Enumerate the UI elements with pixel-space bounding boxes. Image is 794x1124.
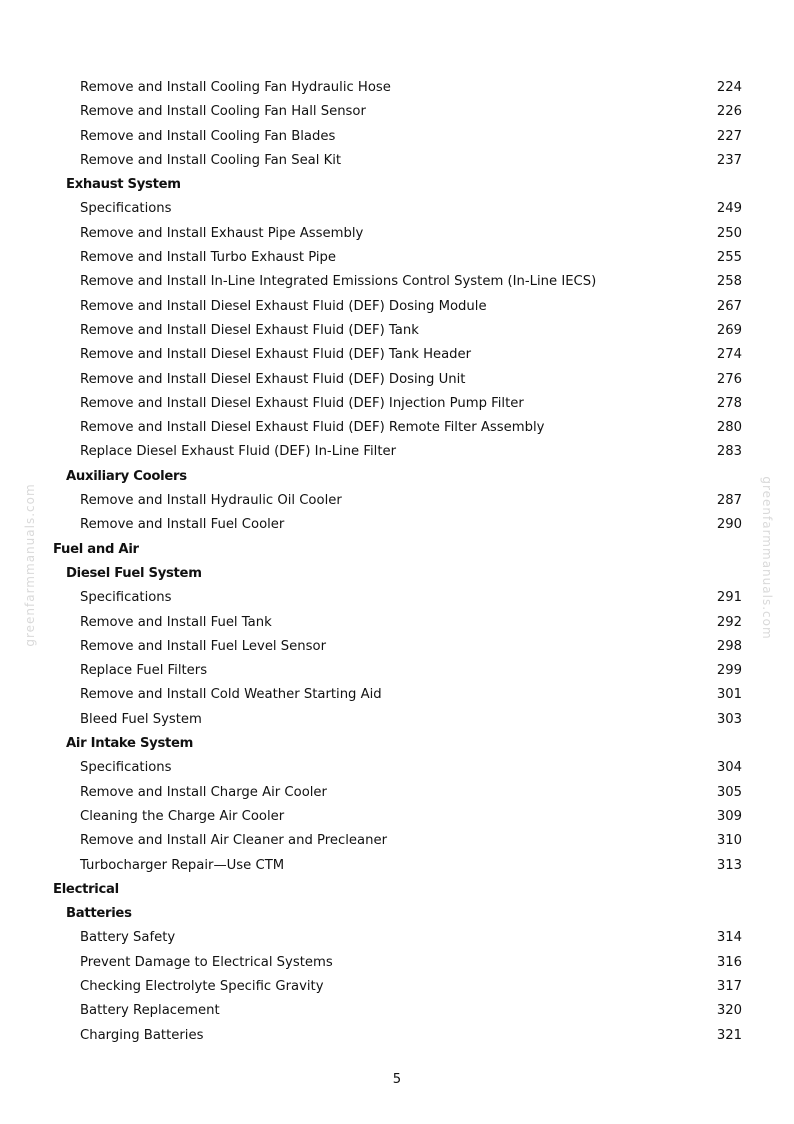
- toc-entry-page-number: 304: [716, 760, 742, 776]
- toc-section-heading[interactable]: [0, 538, 794, 562]
- toc-entry-page-number: 309: [716, 808, 742, 824]
- toc-subsection-heading[interactable]: [0, 902, 794, 926]
- toc-entry-page-number: 224: [716, 80, 742, 95]
- toc-section-heading[interactable]: [0, 878, 794, 902]
- toc-entry-page-number: 258: [716, 274, 742, 290]
- toc-entry[interactable]: [0, 975, 794, 999]
- toc-entry[interactable]: [0, 125, 794, 149]
- toc-entry-label: Remove and Install Diesel Exhaust Fluid (DEF) Tank Header: [80, 347, 472, 363]
- toc-entry[interactable]: [0, 270, 794, 294]
- toc-entry-label: Remove and Install Exhaust Pipe Assembly: [80, 225, 364, 241]
- toc-entry-page-number: 305: [716, 784, 742, 800]
- toc-entry-page-number: 227: [716, 128, 742, 144]
- toc-entry-label: Fuel and Air: [53, 541, 139, 557]
- toc-entry[interactable]: [0, 611, 794, 635]
- toc-entry-label: Diesel Fuel System: [66, 565, 202, 581]
- toc-entry-label: Replace Fuel Filters: [80, 663, 208, 679]
- page-number: 5: [392, 1072, 402, 1087]
- toc-entry-label: Remove and Install Hydraulic Oil Cooler: [80, 493, 342, 509]
- toc-entry-page-number: 237: [716, 152, 742, 168]
- toc-entry-page-number: 314: [716, 930, 742, 946]
- toc-entry[interactable]: [0, 659, 794, 683]
- toc-entry[interactable]: [0, 489, 794, 513]
- toc-entry-page-number: 301: [716, 687, 742, 703]
- toc-entry[interactable]: [0, 222, 794, 246]
- toc-entry-page-number: 274: [716, 347, 742, 363]
- toc-entry[interactable]: [0, 708, 794, 732]
- toc-entry-page-number: 316: [716, 954, 742, 970]
- toc-entry-label: Remove and Install Cooling Fan Seal Kit: [80, 152, 342, 168]
- toc-entry-page-number: 269: [716, 322, 742, 338]
- toc-entry[interactable]: [0, 781, 794, 805]
- toc-entry[interactable]: [0, 683, 794, 707]
- toc-entry-label: Bleed Fuel System: [80, 711, 202, 727]
- toc-entry-label: Exhaust System: [66, 177, 181, 193]
- toc-entry[interactable]: [0, 100, 794, 124]
- toc-entry-page-number: 321: [716, 1027, 742, 1043]
- toc-entry-label: Remove and Install Cooling Fan Blades: [80, 128, 336, 144]
- toc-subsection-heading[interactable]: [0, 732, 794, 756]
- toc-entry[interactable]: [0, 1024, 794, 1048]
- toc-entry-page-number: 255: [716, 250, 742, 266]
- toc-entry[interactable]: [0, 586, 794, 610]
- toc-entry-page-number: 278: [716, 395, 742, 411]
- toc-entry[interactable]: [0, 246, 794, 270]
- toc-entry-page-number: 267: [716, 298, 742, 314]
- toc-subsection-heading[interactable]: [0, 465, 794, 489]
- toc-entry-label: Remove and Install Fuel Cooler: [80, 517, 285, 533]
- toc-entry[interactable]: [0, 854, 794, 878]
- toc-entry-label: Remove and Install Fuel Level Sensor: [80, 638, 326, 654]
- toc-entry-label: Remove and Install Charge Air Cooler: [80, 784, 327, 800]
- toc-entry-page-number: 291: [716, 590, 742, 606]
- toc-entry[interactable]: [0, 926, 794, 950]
- toc-entry-label: Cleaning the Charge Air Cooler: [80, 808, 285, 824]
- toc-entry-label: Remove and Install Cooling Fan Hall Sensor: [80, 104, 366, 120]
- watermark-right: greenfarmmanuals.com: [760, 476, 774, 640]
- toc-entry[interactable]: [0, 416, 794, 440]
- toc-entry-label: Remove and Install Diesel Exhaust Fluid (DEF) Remote Filter Assembly: [80, 420, 545, 436]
- toc-entry-label: Charging Batteries: [80, 1027, 204, 1043]
- toc-entry[interactable]: [0, 392, 794, 416]
- toc-entry[interactable]: [0, 756, 794, 780]
- toc-entry-label: Specifications: [80, 201, 172, 217]
- toc-entry-page-number: 303: [716, 711, 742, 727]
- toc-entry-page-number: 290: [716, 517, 742, 533]
- toc-subsection-heading[interactable]: [0, 173, 794, 197]
- toc-entry[interactable]: [0, 319, 794, 343]
- toc-entry-page-number: 226: [716, 104, 742, 120]
- toc-entry-page-number: 280: [716, 420, 742, 436]
- toc-entry-page-number: 250: [716, 225, 742, 241]
- toc-entry-label: Remove and Install Fuel Tank: [80, 614, 272, 630]
- toc-entry-label: Specifications: [80, 590, 172, 606]
- toc-entry-page-number: 283: [716, 444, 742, 460]
- watermark-left: greenfarmmanuals.com: [23, 483, 37, 647]
- toc-entry[interactable]: [0, 149, 794, 173]
- toc-entry[interactable]: [0, 368, 794, 392]
- toc-entry-label: Remove and Install Cooling Fan Hydraulic Hose: [80, 80, 391, 95]
- toc-entry-page-number: 249: [716, 201, 742, 217]
- toc-entry[interactable]: [0, 635, 794, 659]
- toc-entry[interactable]: [0, 513, 794, 537]
- toc-entry-label: Electrical: [53, 881, 119, 897]
- toc-entry-page-number: 299: [716, 663, 742, 679]
- toc-entry-page-number: 287: [716, 493, 742, 509]
- toc-entry[interactable]: [0, 76, 794, 100]
- toc-entry[interactable]: [0, 829, 794, 853]
- toc-entry-label: Remove and Install Cold Weather Starting Aid: [80, 687, 382, 703]
- toc-entry-label: Batteries: [66, 906, 132, 922]
- table-of-contents: [0, 76, 794, 1048]
- toc-entry-label: Prevent Damage to Electrical Systems: [80, 954, 333, 970]
- toc-entry-page-number: 317: [716, 978, 742, 994]
- toc-entry-label: Remove and Install Diesel Exhaust Fluid (DEF) Dosing Unit: [80, 371, 466, 387]
- toc-entry[interactable]: [0, 295, 794, 319]
- toc-entry-label: Remove and Install Diesel Exhaust Fluid (DEF) Dosing Module: [80, 298, 487, 314]
- toc-entry-page-number: 298: [716, 638, 742, 654]
- toc-entry-label: Remove and Install In-Line Integrated Emissions Control System (In-Line IECS): [80, 274, 597, 290]
- toc-entry-label: Air Intake System: [66, 736, 194, 752]
- toc-entry[interactable]: [0, 999, 794, 1023]
- toc-entry[interactable]: [0, 343, 794, 367]
- toc-entry-label: Battery Safety: [80, 930, 176, 946]
- toc-entry-label: Checking Electrolyte Specific Gravity: [80, 978, 324, 994]
- toc-entry-page-number: 313: [716, 857, 742, 873]
- toc-entry-label: Replace Diesel Exhaust Fluid (DEF) In-Line Filter: [80, 444, 397, 460]
- toc-entry-label: Remove and Install Air Cleaner and Precleaner: [80, 833, 388, 849]
- toc-entry-page-number: 320: [716, 1003, 742, 1019]
- toc-entry-label: Battery Replacement: [80, 1003, 220, 1019]
- toc-entry-label: Remove and Install Diesel Exhaust Fluid (DEF) Tank: [80, 322, 419, 338]
- toc-entry[interactable]: [0, 805, 794, 829]
- toc-entry-label: Turbocharger Repair—Use CTM: [80, 857, 285, 873]
- toc-entry-label: Remove and Install Turbo Exhaust Pipe: [80, 250, 337, 266]
- toc-entry[interactable]: [0, 440, 794, 464]
- toc-entry-label: Auxiliary Coolers: [66, 468, 187, 484]
- toc-entry-page-number: 310: [716, 833, 742, 849]
- toc-entry-label: Specifications: [80, 760, 172, 776]
- toc-entry-label: Remove and Install Diesel Exhaust Fluid (DEF) Injection Pump Filter: [80, 395, 524, 411]
- toc-entry-page-number: 276: [716, 371, 742, 387]
- toc-subsection-heading[interactable]: [0, 562, 794, 586]
- toc-entry[interactable]: [0, 197, 794, 221]
- toc-entry-page-number: 292: [716, 614, 742, 630]
- toc-entry[interactable]: [0, 951, 794, 975]
